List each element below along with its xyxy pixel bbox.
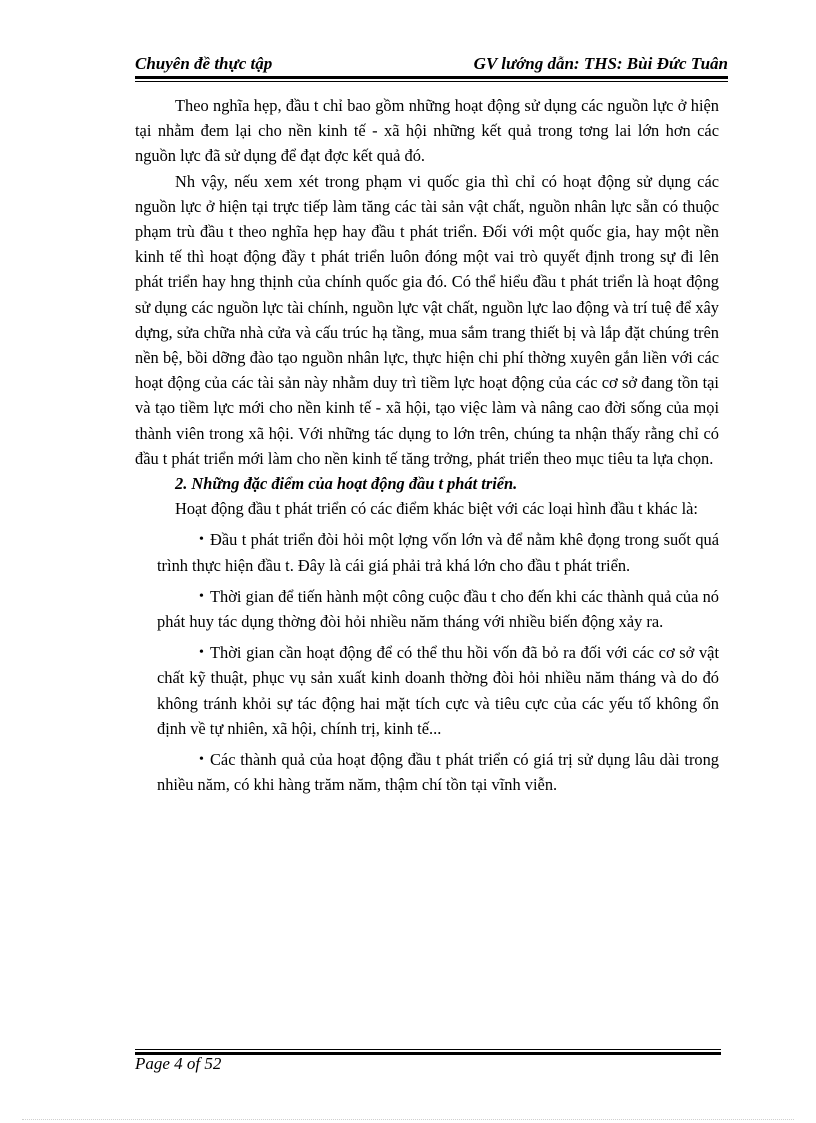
header-rule-thin: [135, 81, 728, 82]
bullet-item-payback: [135, 640, 719, 741]
bullet-text: Đầu t phát triển đòi hỏi một lợng vốn lớn và để nằm khê đọng trong suốt quá trình thực hiện đầu t. Đây là cái giá phải trả khá lớn cho đầu t phát triển.: [157, 530, 719, 575]
bullet-icon: •: [199, 588, 204, 604]
bullet-text: Các thành quả của hoạt động đầu t phát triển có giá trị sử dụng lâu dài trong nhiều năm, có khi hàng trăm năm, thậm chí tồn tại vĩnh viễn.: [157, 750, 719, 795]
header-supervisor: GV lướng dẫn: THS: Bùi Đức Tuân: [473, 54, 728, 73]
bullet-icon: •: [199, 645, 204, 661]
footer-rule-thick: [135, 1052, 721, 1055]
paragraph-development-investment: Nh vậy, nếu xem xét trong phạm vi quốc gia thì chỉ có hoạt động sử dụng các nguồn lực ở hiện tại trực tiếp làm tăng các tài sản vật chất, nguồn nhân lực sẵn có thuộc phạm trù đầu t theo nghĩa hẹp hay đầu t phát triển. Đối với một quốc gia, hay một nền kinh tế thì hoạt động đầy t phát triển luôn đóng một vai trò quyết định trong sự đi lên phát triển hay hng thịnh của chính quốc gia đó. Có thể hiểu đầu t phát triển là hoạt động sử dụng các nguồn lực tài chính, nguồn lực vật chất, nguồn lực lao động và trí tuệ để xây dựng, sửa chữa nhà cửa và cấu trúc hạ tầng, mua sắm trang thiết bị và lắp đặt chúng trên nền bệ, bồi dỡng đào tạo nguồn nhân lực, thực hiện chi phí thờng xuyên gắn liền với các hoạt động của các tài sản này nhằm duy trì tiềm lực hoạt động của các cơ sở đang tồn tại và tạo tiềm lực mới cho nền kinh tế - xã hội, tạo việc làm và nâng cao đời sống của mọi thành viên trong xã hội. Với những tác dụng to lớn trên, chúng ta nhận thấy rằng chỉ có đầu t phát triển mới làm cho nền kinh tế tăng trởng, phát triển theo mục tiêu ta lựa chọn.: [135, 171, 719, 468]
document-body: [135, 93, 719, 797]
bullet-item-duration: [135, 584, 719, 634]
page-header: [135, 48, 728, 74]
section-heading: 2. Những đặc điểm của hoạt động đầu t phát triển.: [175, 474, 518, 494]
bullet-item-capital: [135, 527, 719, 577]
paragraph-differences-intro: Hoạt động đầu t phát triển có các điểm khác biệt với các loại hình đầu t khác là:: [175, 499, 698, 519]
page-number: Page 4 of 52: [135, 1054, 222, 1073]
header-rule-thick: [135, 76, 728, 79]
paragraph-narrow-definition: Theo nghĩa hẹp, đầu t chỉ bao gồm những hoạt động sử dụng các nguồn lực ở hiện tại nhằm đem lại cho nền kinh tế - xã hội những kết quả trong tơng lai lớn hơn các nguồn lực đã sử dụng để đạt đợc kết quả đó.: [135, 96, 719, 166]
bullet-text: Thời gian để tiến hành một công cuộc đầu t cho đến khi các thành quả của nó phát huy tác dụng thờng đòi hỏi nhiều năm tháng với nhiều biến động xảy ra.: [157, 586, 719, 632]
page-edge-divider: [22, 1119, 794, 1120]
footer-rule-thin: [135, 1049, 721, 1050]
bullet-text: Thời gian cần hoạt động để có thể thu hồi vốn đã bỏ ra đối với các cơ sở vật chất kỹ thuật, phục vụ sản xuất kinh doanh thờng đòi hỏi nhiều năm tháng và do đó không tránh khỏi sự tác động hai mặt tích cực và tiêu cực của các yếu tố không ổn định về tự nhiên, xã hội, chính trị, kinh tế...: [157, 643, 719, 738]
bullet-item-longevity: [135, 747, 719, 797]
bullet-icon: •: [199, 752, 204, 768]
bullet-icon: •: [199, 532, 204, 548]
header-course-title: Chuyên đề thực tập: [135, 54, 273, 73]
